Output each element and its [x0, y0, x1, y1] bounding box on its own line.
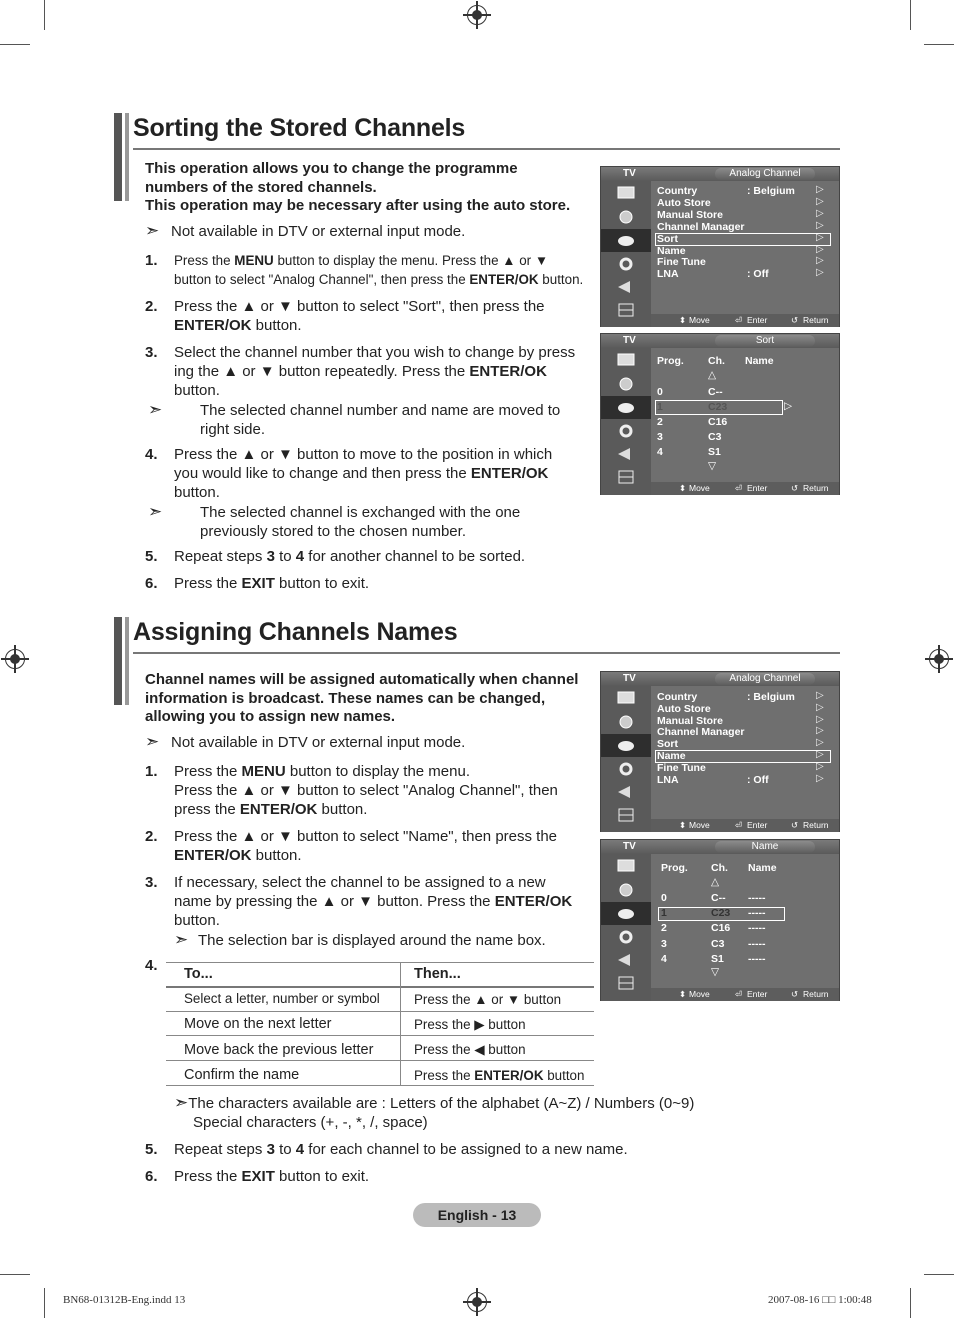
digital-menu-icon: [616, 807, 636, 823]
return-icon: ↺: [791, 483, 799, 493]
section-title-assigning: Assigning Channels Names: [133, 618, 458, 646]
move-icon: ⬍: [679, 989, 687, 999]
arrow-right-icon: ▷: [816, 208, 824, 219]
chars-note: ➣The characters available are : Letters of the alphabet (A~Z) / Numbers (0~9) Special characters (+, -, *, /, space): [174, 1093, 695, 1131]
enter-icon: ⏎: [735, 820, 743, 830]
arrow-note-icon: ➣: [174, 1093, 189, 1112]
arrow-right-icon: ▷: [816, 267, 824, 278]
picture-icon: [616, 858, 636, 874]
setup-icon: [616, 423, 636, 439]
registration-mark-icon: [929, 649, 949, 669]
return-icon: ↺: [791, 820, 799, 830]
table-cell: Press the ▲ or ▼ button: [414, 992, 562, 1007]
osd-footer: ⬍ Move ⏎ Enter ↺ Return: [651, 314, 839, 327]
enter-icon: ⏎: [735, 989, 743, 999]
setup-icon: [616, 929, 636, 945]
digital-menu-icon: [616, 469, 636, 485]
arrow-right-icon: ▷: [816, 196, 824, 207]
title-rule: [133, 652, 840, 654]
registration-mark-icon: [467, 5, 487, 25]
arrow-note-icon: ➣: [148, 502, 163, 521]
setup-icon: [616, 256, 636, 272]
table-cell: Confirm the name: [184, 1067, 300, 1083]
note-sorting: ➣ Not available in DTV or external input mode.: [145, 221, 466, 240]
setup-icon: [616, 761, 636, 777]
section-bar: [114, 617, 122, 705]
arrow-right-icon: ▷: [816, 220, 824, 231]
input-icon: [616, 446, 636, 462]
return-icon: ↺: [791, 315, 799, 325]
section-bar: [125, 113, 129, 201]
registration-mark-icon: [5, 649, 25, 669]
input-icon: [616, 952, 636, 968]
selection-highlight: [655, 400, 783, 415]
arrow-right-icon: ▷: [784, 400, 793, 412]
print-date: 2007-08-16 □□ 1:00:48: [768, 1294, 872, 1306]
picture-icon: [616, 352, 636, 368]
channel-icon: [616, 906, 636, 922]
title-rule: [133, 148, 840, 150]
sound-icon: [616, 882, 636, 898]
arrow-right-icon: ▷: [816, 725, 824, 736]
osd-footer: ⬍ Move ⏎ Enter ↺ Return: [651, 819, 839, 832]
arrow-note-icon: ➣: [145, 221, 160, 240]
move-icon: ⬍: [679, 315, 687, 325]
table-cell: Press the ◀ button: [414, 1042, 526, 1057]
table-cell: Press the ▶ button: [414, 1017, 526, 1032]
return-icon: ↺: [791, 989, 799, 999]
channel-icon: [616, 233, 636, 249]
arrow-up-icon: △: [708, 369, 717, 381]
arrow-note-icon: ➣: [174, 930, 189, 949]
osd-analog-channel-name: TV Analog Channel Country Auto Store Manual Store Channel Manager Sort Name Fine Tune LNA : Belgium : Off ▷ ▷ ▷ ▷ ▷ ▷ ▷ ▷ ⬍ Move ⏎ Enter ↺ Return: [600, 671, 840, 832]
arrow-right-icon: ▷: [816, 244, 824, 255]
arrow-right-icon: ▷: [816, 761, 824, 772]
note-assigning: ➣ Not available in DTV or external input mode.: [145, 732, 466, 751]
picture-icon: [616, 690, 636, 706]
arrow-note-icon: ➣: [145, 732, 160, 751]
registration-mark-icon: [467, 1292, 487, 1312]
selection-highlight: [655, 233, 831, 246]
move-icon: ⬍: [679, 483, 687, 493]
section-bar: [125, 617, 129, 705]
arrow-right-icon: ▷: [816, 690, 824, 701]
arrow-right-icon: ▷: [816, 749, 824, 760]
osd-sort: TV Sort Prog. Ch. Name △ 0 C-- 1 C23 2 C16 3 C3 4 S1 ▽ ▷ ⬍ Move ⏎ Enter ↺ Return: [600, 333, 840, 495]
section-title-sorting: Sorting the Stored Channels: [133, 114, 466, 142]
arrow-right-icon: ▷: [816, 184, 824, 195]
table-cell: Move on the next letter: [184, 1016, 332, 1032]
arrow-right-icon: ▷: [816, 714, 824, 725]
sound-icon: [616, 714, 636, 730]
osd-footer: ⬍ Move ⏎ Enter ↺ Return: [651, 988, 839, 1001]
table-header: To...: [184, 966, 213, 982]
selection-highlight: [658, 907, 785, 921]
sound-icon: [616, 209, 636, 225]
table-cell: Select a letter, number or symbol: [184, 991, 380, 1006]
channel-icon: [616, 738, 636, 754]
enter-icon: ⏎: [735, 315, 743, 325]
digital-menu-icon: [616, 975, 636, 991]
arrow-up-icon: △: [711, 876, 720, 888]
arrow-right-icon: ▷: [816, 232, 824, 243]
selection-highlight: [655, 750, 831, 763]
osd-footer: ⬍ Move ⏎ Enter ↺ Return: [651, 482, 839, 495]
key-table: [166, 962, 594, 1086]
digital-menu-icon: [616, 302, 636, 318]
intro-assigning: Channel names will be assigned automatically when channel information is broadcast. These names can be changed, allowing you to assign new names.: [145, 671, 579, 725]
sound-icon: [616, 376, 636, 392]
table-cell: Move back the previous letter: [184, 1042, 374, 1058]
page-number: English - 13: [413, 1203, 541, 1227]
arrow-down-icon: ▽: [708, 460, 717, 472]
move-icon: ⬍: [679, 820, 687, 830]
arrow-right-icon: ▷: [816, 773, 824, 784]
table-header: Then...: [414, 966, 461, 982]
arrow-down-icon: ▽: [711, 966, 720, 978]
arrow-right-icon: ▷: [816, 702, 824, 713]
arrow-right-icon: ▷: [816, 737, 824, 748]
file-info: BN68-01312B-Eng.indd 13: [63, 1294, 186, 1306]
intro-sorting: This operation allows you to change the programme numbers of the stored channels. This operation may be necessary after using the auto store.: [145, 160, 571, 214]
channel-icon: [616, 400, 636, 416]
input-icon: [616, 784, 636, 800]
osd-analog-channel-sort: TV Analog Channel Country Auto Store Manual Store Channel Manager Sort Name Fine Tune LNA : Belgium : Off ▷ ▷ ▷ ▷ ▷ ▷ ▷ ▷ ⬍ Move ⏎ Enter ↺ Return: [600, 166, 840, 327]
arrow-right-icon: ▷: [816, 255, 824, 266]
arrow-note-icon: ➣: [148, 400, 163, 419]
osd-name: TV Name Prog. Ch. Name △ 0 C-- ----- 1 C23 ----- 2 C16 ----- 3 C3 ----- 4 S1 ----- ▽ ⬍ Move ⏎ Enter ↺ Return: [600, 839, 840, 1001]
section-bar: [114, 113, 122, 201]
input-icon: [616, 279, 636, 295]
enter-icon: ⏎: [735, 483, 743, 493]
picture-icon: [616, 185, 636, 201]
table-cell: Press the ENTER/OK button: [414, 1068, 585, 1083]
